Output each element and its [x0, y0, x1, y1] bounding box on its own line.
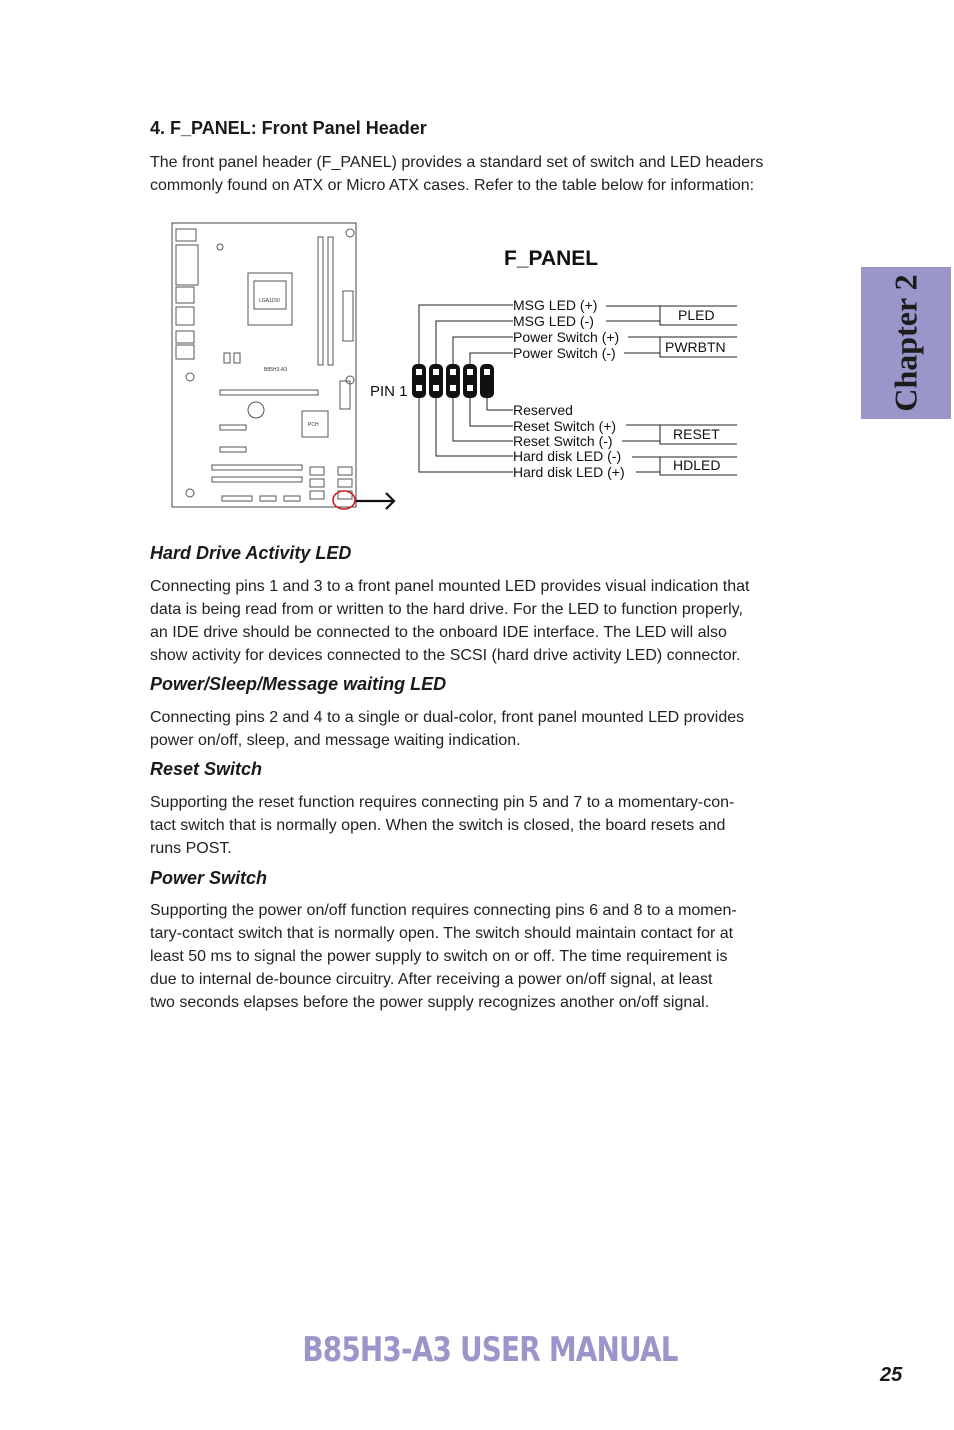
body-line: Connecting pins 1 and 3 to a front panel mounted LED provides visual indication that [150, 578, 750, 595]
intro-paragraph [150, 151, 836, 197]
body-line: tary-contact switch that is normally open. The switch should maintain contact for at [150, 925, 734, 942]
body-line: data is being read from or written to the hard drive. For the LED to function properly, [150, 601, 743, 618]
body-line: Supporting the reset function requires connecting pin 5 and 7 to a momentary-con- [150, 794, 735, 811]
cpu-socket-label: LGA1150 [259, 298, 280, 304]
body-line: runs POST. [150, 840, 232, 857]
subsection-body [150, 791, 836, 860]
pin-label-msg-led-plus: MSG LED (+) [513, 297, 598, 313]
chipset-label: PCH [308, 422, 319, 428]
pin-label-power-switch-plus: Power Switch (+) [513, 329, 620, 345]
body-line: tact switch that is normally open. When the switch is closed, the board resets and [150, 817, 726, 834]
body-line: Connecting pins 2 and 4 to a single or dual-color, front panel mounted LED provides [150, 709, 745, 726]
body-line: an IDE drive should be connected to the onboard IDE interface. The LED will also [150, 624, 727, 641]
body-line: power on/off, sleep, and message waiting indication. [150, 732, 521, 749]
pin-label-power-switch-minus: Power Switch (-) [513, 345, 616, 361]
pin1-label: PIN 1 [370, 383, 408, 400]
group-label-pled: PLED [678, 307, 715, 323]
pin-label-hdd-led-plus: Hard disk LED (+) [513, 464, 625, 480]
subsection-body [150, 899, 836, 1014]
manual-title-footer: B85H3-A3 USER MANUAL [302, 1330, 678, 1370]
motherboard-illustration [172, 223, 356, 507]
f-panel-diagram [160, 215, 750, 515]
page-number: 25 [880, 1364, 903, 1386]
group-brackets [606, 306, 737, 475]
subsection-body [150, 706, 836, 752]
diagram-title: F_PANEL [504, 247, 599, 270]
subsection-heading: Power Switch [150, 868, 268, 888]
body-line: least 50 ms to signal the power supply to switch on or off. The time requirement is [150, 948, 728, 965]
group-label-reset: RESET [673, 426, 720, 442]
section-title: 4. F_PANEL: Front Panel Header [150, 118, 427, 138]
chapter-tab [861, 267, 951, 419]
chapter-tab-label: Chapter 2 [887, 274, 924, 412]
group-label-pwrbtn: PWRBTN [665, 339, 726, 355]
f-panel-highlight-circle [333, 491, 355, 509]
pointer-arrow-icon [356, 493, 394, 509]
body-line: show activity for devices connected to the SCSI (hard drive activity LED) connector. [150, 647, 741, 664]
pin-header [412, 364, 494, 398]
pin-label-msg-led-minus: MSG LED (-) [513, 313, 594, 329]
intro-line: commonly found on ATX or Micro ATX cases. Refer to the table below for information: [150, 177, 755, 194]
body-line: due to internal de-bounce circuitry. After receiving a power on/off signal, at least [150, 971, 713, 988]
body-line: Supporting the power on/off function requires connecting pins 6 and 8 to a momen- [150, 902, 737, 919]
upper-leader-lines [419, 305, 513, 364]
lower-leader-lines [419, 398, 513, 472]
pin-label-reserved: Reserved [513, 402, 573, 418]
subsection-body [150, 575, 836, 667]
pin-label-hdd-led-minus: Hard disk LED (-) [513, 448, 622, 464]
group-label-hdled: HDLED [673, 457, 721, 473]
subsection-heading: Power/Sleep/Message waiting LED [150, 674, 447, 694]
pin-label-reset-switch-plus: Reset Switch (+) [513, 418, 617, 434]
subsection-heading: Hard Drive Activity LED [150, 543, 352, 563]
board-name-label: B85H3-A3 [264, 367, 288, 373]
intro-line: The front panel header (F_PANEL) provides a standard set of switch and LED headers [150, 154, 764, 171]
pin-label-reset-switch-minus: Reset Switch (-) [513, 433, 613, 449]
subsection-heading: Reset Switch [150, 759, 263, 779]
body-line: two seconds elapses before the power supply recognizes another on/off signal. [150, 994, 710, 1011]
